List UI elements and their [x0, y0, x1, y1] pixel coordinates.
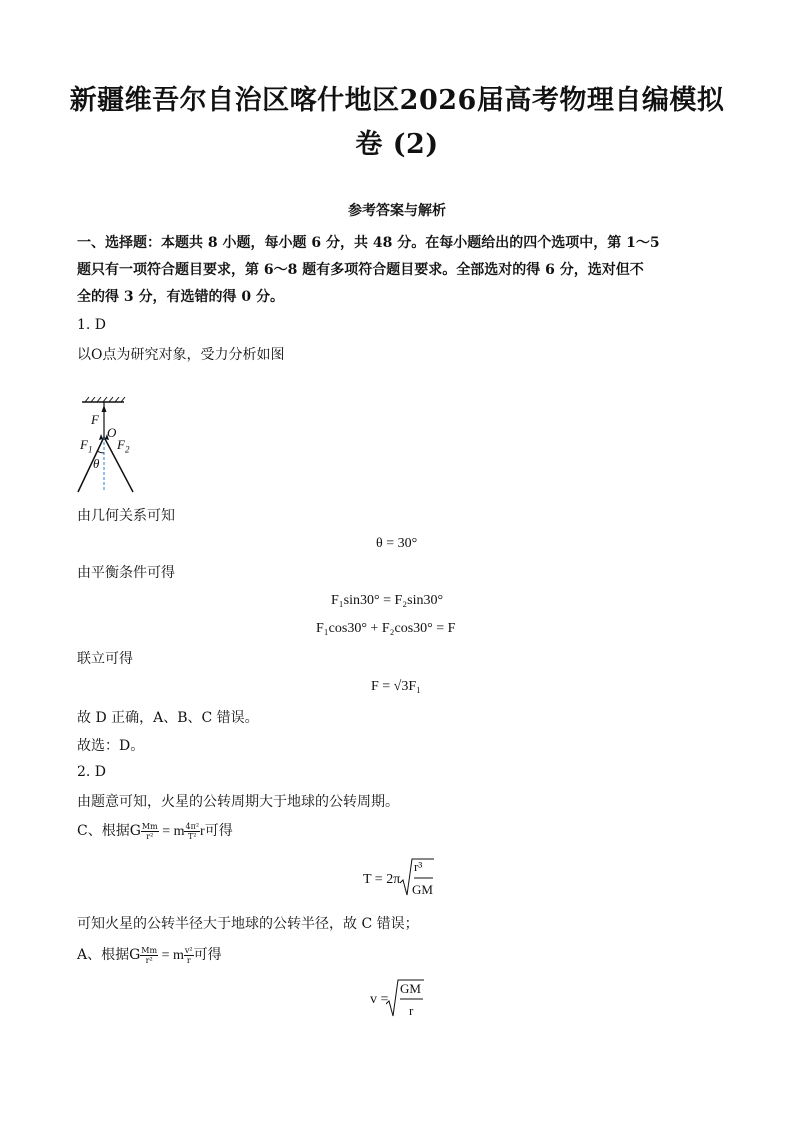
q1-line4: 联立可得 — [77, 651, 133, 667]
q1-eq2: F₁sin30° = F₂sin30° — [331, 593, 444, 608]
section-intro-line3: 全的得 3 分，有选错的得 0 分。 — [77, 289, 284, 305]
label-theta: θ — [93, 456, 100, 471]
q1-answer: 1. D — [77, 317, 107, 333]
q2-eq-v-num: GM — [400, 981, 421, 996]
q2-eq-v-left: v = — [370, 992, 389, 1007]
q1-eq4: F = √3F₁ — [371, 679, 422, 694]
label-O: O — [107, 425, 117, 440]
q1-line2: 由几何关系可知 — [77, 508, 175, 524]
q1-line6: 故选：D。 — [77, 738, 145, 754]
q2-eq-v-den: r — [409, 1003, 414, 1018]
q2-a-line: A、根据G $\frac{Mm}{\text{r²}}$ = m $\frac{\text{v²}}{r}$ 可得 — [77, 945, 222, 965]
label-F1: $F_1$ — [80, 437, 93, 455]
q2-c-conclusion: 可知火星的公转半径大于地球的公转半径，故 C 错误； — [77, 916, 419, 932]
q2-answer: 2. D — [77, 764, 107, 780]
section-intro-line1: 一、选择题：本题共 8 小题，每小题 6 分，共 48 分。在每小题给出的四个选项中，第 1～5 — [77, 235, 660, 251]
q1-line3: 由平衡条件可得 — [77, 565, 175, 581]
q2-eq-T-den: GM — [412, 882, 433, 897]
q1-eq1: θ = 30° — [376, 536, 418, 551]
q2-eq-T-left: T = 2π — [363, 872, 401, 887]
q1-line5: 故 D 正确，A、B、C 错误。 — [77, 710, 259, 726]
doc-subtitle: 参考答案与解析 — [348, 203, 446, 219]
q1-line1: 以O点为研究对象，受力分析如图 — [77, 347, 285, 363]
q2-line1: 由题意可知，火星的公转周期大于地球的公转周期。 — [77, 794, 399, 810]
doc-title-line2: 卷 (2) — [355, 129, 439, 160]
doc-title-line1: 新疆维吾尔自治区喀什地区2026届高考物理自编模拟 — [69, 85, 725, 116]
q2-c-line: C、根据G $\frac{Mm}{\text{r²}}$ = m $\frac{\text{4π²}}{\text{T²}}$ r可得 — [77, 821, 233, 841]
q1-eq3: F₁cos30° + F₂cos30° = F — [316, 621, 456, 636]
label-F2: $F_2$ — [117, 437, 130, 455]
q2-eq-T-num: r³ — [414, 859, 423, 874]
label-F: F — [91, 412, 99, 427]
section-intro-line2: 题只有一项符合题目要求，第 6～8 题有多项符合题目要求。全部选对的得 6 分，选对但不 — [77, 262, 644, 278]
